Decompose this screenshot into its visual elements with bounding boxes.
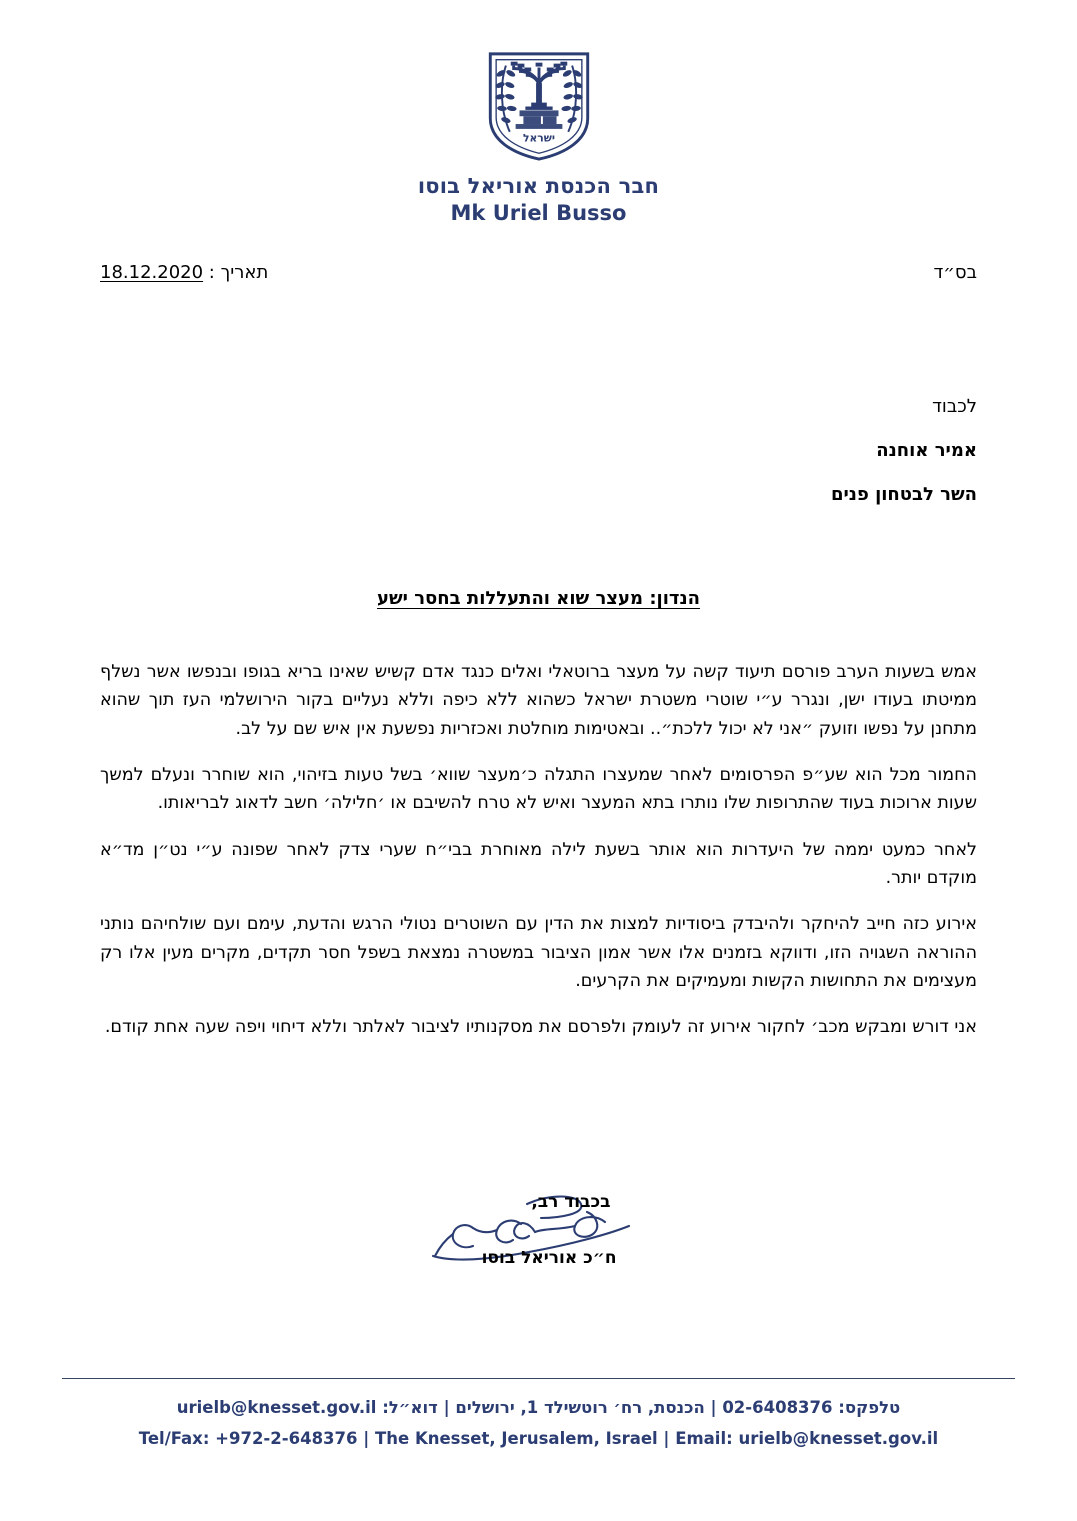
date-row bbox=[100, 262, 977, 290]
org-name-english: Mk Uriel Busso bbox=[450, 201, 627, 226]
israel-state-emblem-icon bbox=[480, 50, 598, 163]
subject-text: הנדון: מעצר שוא והתעללות בחסר ישע bbox=[377, 588, 700, 609]
signer-name: ח״כ אוריאל בוסו bbox=[481, 1248, 617, 1268]
footer-contact-hebrew: טלפקס: 02-6408376 | הכנסת, רח׳ רוטשילד 1, ירושלים | דוא״ל: urielb@knesset.gov.il bbox=[176, 1398, 901, 1417]
footer bbox=[0, 1396, 1077, 1452]
date-label: תאריך : bbox=[208, 262, 269, 283]
body-paragraph: החמור מכל הוא שע״פ הפרסומים לאחר שמעצרו התגלה כ׳מעצר שווא׳ בשל טעות בזיהוי, הוא שוחרר ונעלם למשך שעות ארוכות בעוד שהתרופות שלו נותרו בתא המעצר ואיש לא טרח להשיבם או ׳חלילה׳ חשב לדאוג לבריאותו. bbox=[100, 765, 977, 814]
signature-regards: בכבוד רב, bbox=[531, 1192, 611, 1212]
subject-line bbox=[0, 588, 1077, 609]
bsd-marker: בס״ד bbox=[933, 262, 977, 283]
addressee-title: השר לבטחון פנים bbox=[830, 484, 977, 505]
date-block bbox=[100, 262, 268, 283]
footer-divider bbox=[62, 1378, 1015, 1379]
org-name-hebrew: חבר הכנסת אוריאל בוסו bbox=[417, 174, 660, 198]
addressee-name: אמיר אוחנה bbox=[876, 440, 977, 461]
body-paragraph: אמש בשעות הערב פורסם תיעוד קשה על מעצר ברוטאלי ואלים כנגד אדם קשיש שאינו בריא בגופו ובנפשו אשר נשלף ממיטתו בעודו ישן, ונגרר ע״י שוטרי משטרת ישראל כשהוא ללא כיפה וללא נעליים בקור הירושלמי העז תוך שהוא מתחנן על נפשו וזועק ״אני לא יכול ללכת״.. ובאטימות מוחלטת ואכזריות נפשעת אין איש שם על לב. bbox=[100, 662, 977, 739]
body-paragraph: אירוע כזה חייב להיחקר ולהיבדק ביסודיות למצות את הדין עם השוטרים נטולי הרגש והדעת, עימם ועם שולחיהם נותני ההוראה השגויה הזו, ודווקא בזמנים אלו אשר אמון הציבור במשטרה נמצאת בשפל חסר תקדים, מקרים מעין אלו רק מעצימים את התחושות הקשות ומעמיקים את הקרעים. bbox=[100, 914, 977, 992]
addressee-block bbox=[517, 398, 977, 530]
emblem-inscription: ישראל bbox=[522, 131, 555, 145]
body-paragraph: אני דורש ומבקש מכב׳ לחקור אירוע זה לעומק ולפרסם את מסקנותיו לציבור לאלתר וללא דיחוי ויפה שעה אחת קודם. bbox=[104, 1017, 977, 1038]
footer-contact-english: Tel/Fax: +972-2-648376 | The Knesset, Jerusalem, Israel | Email: urielb@knesset.gov.il bbox=[138, 1428, 939, 1448]
body-paragraph: לאחר כמעט יממה של היעדרות הוא אותר בשעת לילה מאוחרת בבי״ח שערי צדק לאחר שפונה ע״י נט״ן מד״א מוקדם יותר. bbox=[100, 839, 977, 889]
date-value: 18.12.2020 bbox=[100, 262, 204, 283]
letter-body bbox=[100, 658, 977, 1060]
addressee-salutation: לכבוד bbox=[932, 396, 977, 417]
letterhead bbox=[0, 50, 1077, 227]
signature-block bbox=[0, 1192, 1077, 1268]
